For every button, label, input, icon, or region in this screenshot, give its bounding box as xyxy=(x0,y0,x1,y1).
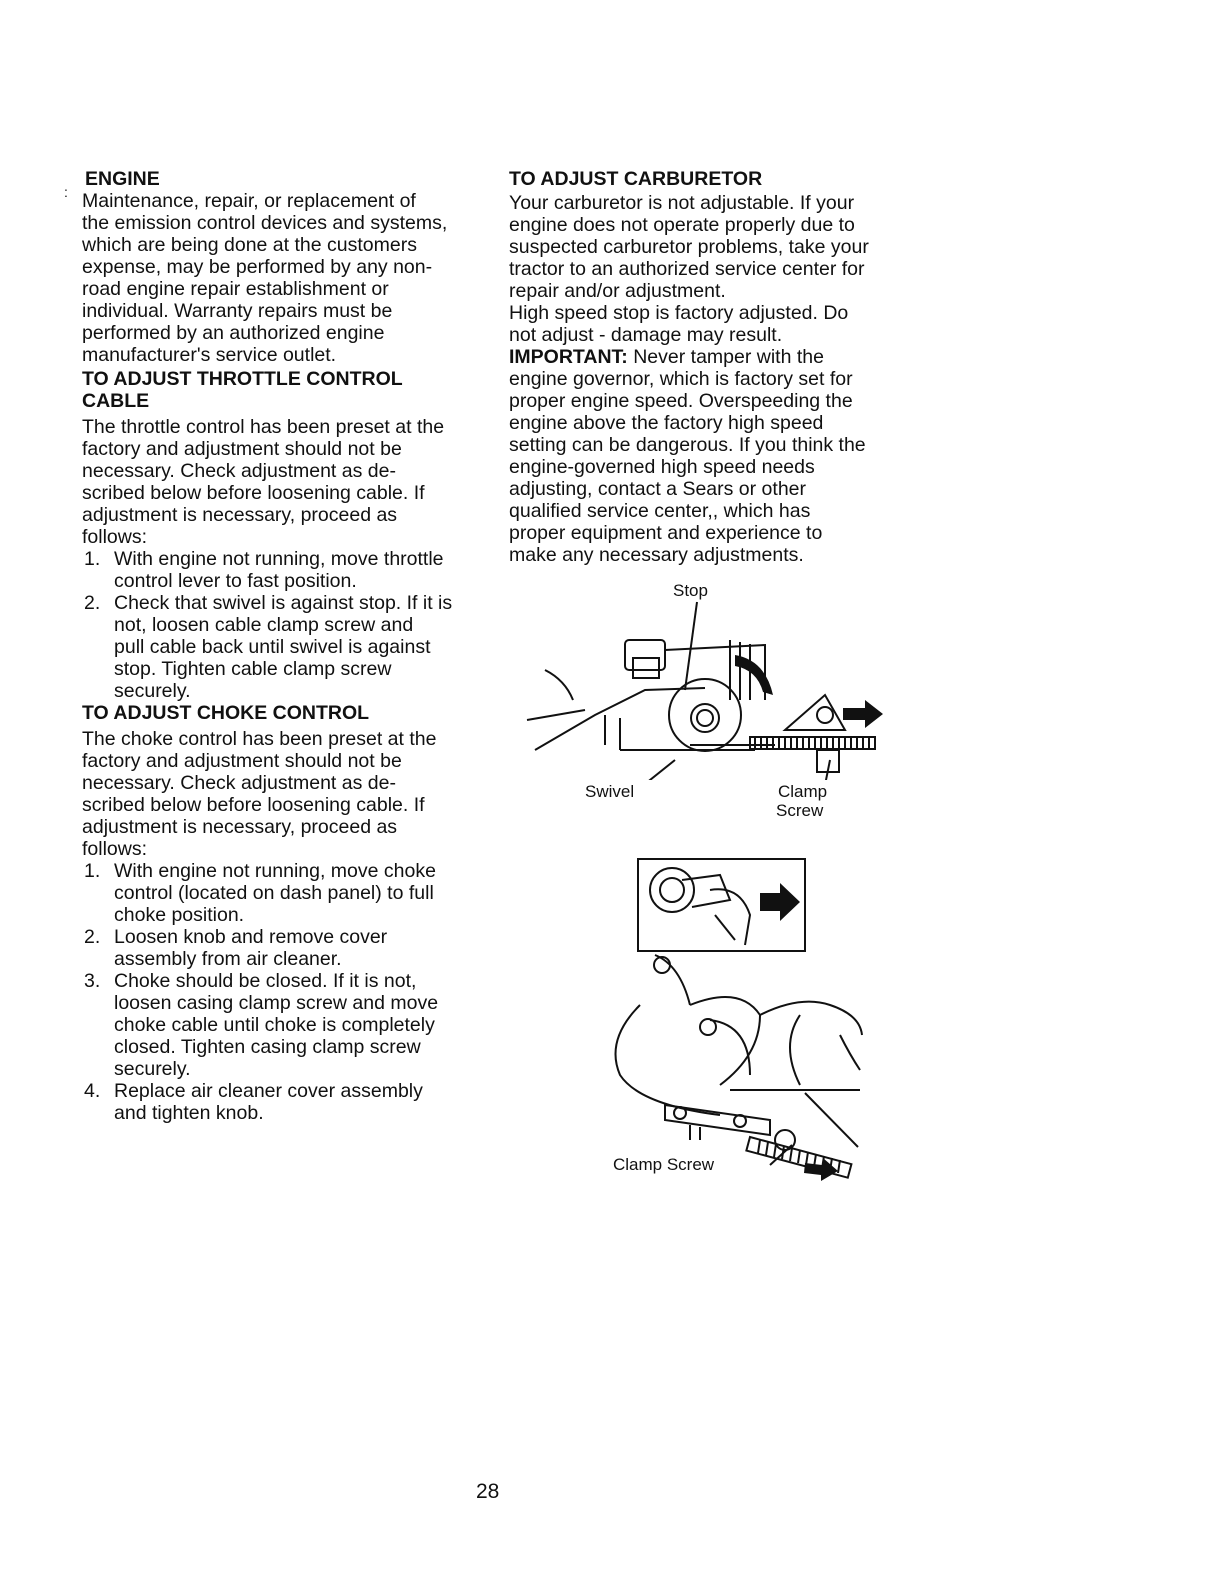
text-line: road engine repair establishment or xyxy=(82,278,389,300)
step-item xyxy=(82,860,482,926)
text-line: proper equipment and experience to xyxy=(509,522,823,544)
stop-label: Stop xyxy=(673,581,708,600)
text-line: repair and/or adjustment. xyxy=(509,280,726,302)
text-line: Maintenance, repair, or replacement of xyxy=(82,190,416,212)
step-text-line: With engine not running, move choke xyxy=(114,860,436,882)
step-item xyxy=(82,592,482,702)
clamp-label-line1: Clamp xyxy=(778,782,828,801)
choke-paragraph xyxy=(82,728,482,860)
important-text: Never tamper with the xyxy=(627,346,824,368)
throttle-figure xyxy=(525,600,885,780)
text-line: factory and adjustment should not be xyxy=(82,438,402,460)
clamp-label-line2: Screw xyxy=(776,801,824,820)
throttle-paragraph xyxy=(82,416,482,548)
text-line: scribed below before loosening cable. If xyxy=(82,482,425,504)
step-text-line: not, loosen cable clamp screw and xyxy=(114,614,414,636)
carburetor-heading: TO ADJUST CARBURETOR xyxy=(509,168,763,190)
text-line: make any necessary adjustments. xyxy=(509,544,804,566)
text-line: Your carburetor is not adjustable. If your xyxy=(509,192,855,214)
step-item xyxy=(82,548,482,592)
important-paragraph xyxy=(509,368,909,566)
text-line: individual. Warranty repairs must be xyxy=(82,300,393,322)
text-line: scribed below before loosening cable. If xyxy=(82,794,425,816)
throttle-heading-line2: CABLE xyxy=(82,390,150,412)
step-text-line: assembly from air cleaner. xyxy=(114,948,342,970)
text-line: performed by an authorized engine xyxy=(82,322,385,344)
text-line: proper engine speed. Overspeeding the xyxy=(509,390,853,412)
throttle-steps xyxy=(82,548,482,702)
carburetor-paragraph xyxy=(509,192,909,346)
text-line: engine governor, which is factory set for xyxy=(509,368,853,390)
left-column xyxy=(82,168,482,1124)
text-line: setting can be dangerous. If you think the xyxy=(509,434,866,456)
text-line: The throttle control has been preset at the xyxy=(82,416,445,438)
text-line: the emission control devices and systems, xyxy=(82,212,448,234)
step-text-line: choke cable until choke is completely xyxy=(114,1014,435,1036)
step-item xyxy=(82,970,482,1080)
bottom-right-arrow-icon xyxy=(804,1158,838,1181)
text-line: expense, may be performed by any non- xyxy=(82,256,433,278)
choke-linkage-illustration xyxy=(600,855,870,1185)
text-line: necessary. Check adjustment as de- xyxy=(82,460,396,482)
text-line: factory and adjustment should not be xyxy=(82,750,402,772)
text-line: follows: xyxy=(82,838,148,860)
scan-mark: : xyxy=(64,184,68,200)
text-line: qualified service center,, which has xyxy=(509,500,811,522)
step-text-line: Replace air cleaner cover assembly xyxy=(114,1080,423,1102)
choke-heading: TO ADJUST CHOKE CONTROL xyxy=(82,702,370,724)
step-text-line: securely. xyxy=(114,680,191,702)
step-number: 3. xyxy=(84,970,101,992)
step-text-line: stop. Tighten cable clamp screw xyxy=(114,658,392,680)
engine-heading: ENGINE xyxy=(85,168,160,190)
step-text-line: With engine not running, move throttle xyxy=(114,548,444,570)
step-text-line: securely. xyxy=(114,1058,191,1080)
right-arrow-icon xyxy=(843,700,883,728)
throttle-heading-line1: TO ADJUST THROTTLE CONTROL xyxy=(82,368,403,390)
step-text-line: control (located on dash panel) to full xyxy=(114,882,434,904)
text-line: engine does not operate properly due to xyxy=(509,214,855,236)
choke-steps xyxy=(82,860,482,1124)
text-line: necessary. Check adjustment as de- xyxy=(82,772,396,794)
step-text-line: and tighten knob. xyxy=(114,1102,264,1124)
choke-figure xyxy=(600,855,870,1185)
step-number: 1. xyxy=(84,548,101,570)
text-line: adjusting, contact a Sears or other xyxy=(509,478,807,500)
step-text-line: loosen casing clamp screw and move xyxy=(114,992,439,1014)
text-line: manufacturer's service outlet. xyxy=(82,344,337,366)
inset-right-arrow-icon xyxy=(760,883,800,921)
text-line: engine-governed high speed needs xyxy=(509,456,815,478)
step-number: 4. xyxy=(84,1080,101,1102)
step-text-line: Check that swivel is against stop. If it is xyxy=(114,592,453,614)
swivel-label: Swivel xyxy=(585,782,635,801)
text-line: suspected carburetor problems, take your xyxy=(509,236,869,258)
text-line: not adjust - damage may result. xyxy=(509,324,783,346)
step-text-line: choke position. xyxy=(114,904,245,926)
right-column xyxy=(509,168,909,566)
step-item xyxy=(82,1080,482,1124)
throttle-linkage-illustration xyxy=(525,600,885,780)
clamp-screw-label: Clamp Screw xyxy=(613,1155,715,1174)
engine-paragraph xyxy=(82,190,482,366)
important-label: IMPORTANT: xyxy=(509,346,628,368)
step-number: 2. xyxy=(84,926,101,948)
text-line: tractor to an authorized service center for xyxy=(509,258,865,280)
step-item xyxy=(82,926,482,970)
text-line: adjustment is necessary, proceed as xyxy=(82,504,398,526)
text-line: engine above the factory high speed xyxy=(509,412,824,434)
text-line: follows: xyxy=(82,526,148,548)
important-line xyxy=(509,346,909,368)
step-text-line: control lever to fast position. xyxy=(114,570,357,592)
step-number: 2. xyxy=(84,592,101,614)
page-number: 28 xyxy=(476,1480,500,1503)
step-text-line: Choke should be closed. If it is not, xyxy=(114,970,417,992)
step-text-line: pull cable back until swivel is against xyxy=(114,636,431,658)
text-line: High speed stop is factory adjusted. Do xyxy=(509,302,849,324)
text-line: which are being done at the customers xyxy=(82,234,417,256)
text-line: The choke control has been preset at the xyxy=(82,728,437,750)
step-number: 1. xyxy=(84,860,101,882)
step-text-line: closed. Tighten casing clamp screw xyxy=(114,1036,421,1058)
text-line: adjustment is necessary, proceed as xyxy=(82,816,398,838)
step-text-line: Loosen knob and remove cover xyxy=(114,926,388,948)
